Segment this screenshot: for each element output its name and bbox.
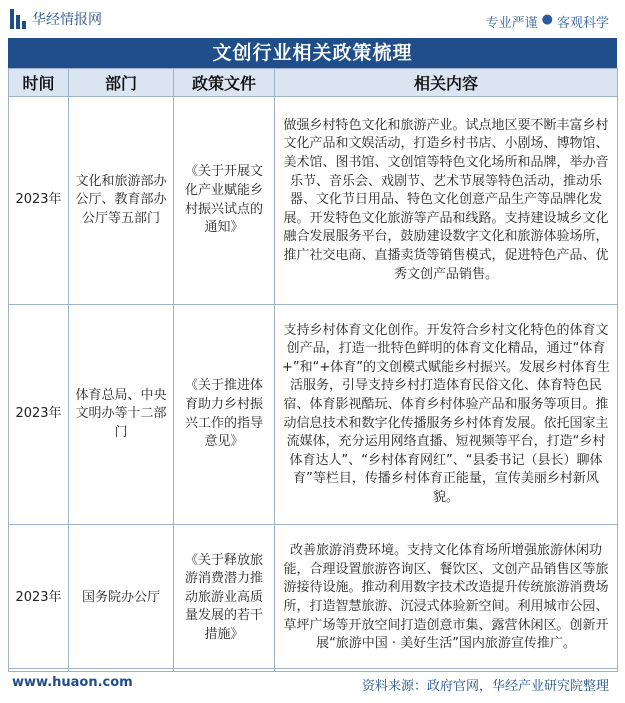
column-header-policy: 政策文件 [174,69,275,97]
cell-dept: 文化和旅游部办公厅、教育部办公厅等五部门 [69,97,174,305]
cell-content: 改善旅游消费环境。支持文化体育场所增强旅游休闲功能，合理设置旅游咨询区、餐饮区、文创产品销售区等旅游接待设施。推动利用数字技术改造提升传统旅游消费场所，打造智慧旅游、沉浸式体验新空间。利用城市公园、草坪广场等开放空间打造创意市集、露营休闲区。创新开展“旅游中国 · 美好生活”国内旅游宣传推广。 [275,525,618,672]
slogan [486,12,609,31]
top-bar [0,0,625,38]
footer-divider [8,668,617,669]
cell-time: 2023年 [9,525,69,672]
column-header-content: 相关内容 [275,69,618,97]
cell-time: 2023年 [9,305,69,525]
slogan-left: 专业严谨 [485,16,538,31]
footer-source: 资料来源：政府官网，华经产业研究院整理 [361,679,609,694]
logo-icon [10,9,26,29]
cell-content: 支持乡村体育文化创作。开发符合乡村文化特色的体育文创产品，打造一批特色鲜明的体育文化精品，通过“体育+”和“+体育”的文创模式赋能乡村振兴。发展乡村体育生活服务，引导支持乡村打造体育民俗文化、体育特色民宿、体育影视酷玩、体育乡村体验产品和服务等项目。推动信息技术和数字化传播服务乡村体育发展。依托国家主流媒体，充分运用网络直播、短视频等平台，打造“乡村体育达人”、“乡村体育网红”、“县委书记（县长）聊体育”等栏目，传播乡村体育正能量，宣传美丽乡村新风貌。 [275,305,618,525]
policy-table [8,68,618,672]
table-row [9,97,618,305]
footer-url[interactable]: www.huaon.com [12,675,133,690]
slogan-right: 客观科学 [556,16,609,31]
column-header-time: 时间 [9,69,69,97]
logo-text: 华经情报网 [32,12,102,28]
cell-policy: 《关于释放旅游消费潜力推动旅游业高质量发展的若干措施》 [174,525,275,672]
table-header-row [9,69,618,97]
cell-dept: 体育总局、中央文明办等十二部门 [69,305,174,525]
logo[interactable] [10,9,102,29]
cell-policy: 《关于开展文化产业赋能乡村振兴试点的通知》 [174,97,275,305]
column-header-dept: 部门 [69,69,174,97]
cell-content: 做强乡村特色文化和旅游产业。试点地区要不断丰富乡村文化产品和文娱活动，打造乡村书店、小剧场、博物馆、美术馆、图书馆、文创馆等特色文化场所和品牌，举办音乐节、音乐会、戏剧节、艺术节展等特色活动，推动乐器、文化节日用品、特色文化创意产品生产等品牌化发展。开发特色文化旅游等产品和线路。支持建设城乡文化融合发展服务平台，鼓励建设数字文化和旅游体验场所，推广社交电商、直播卖货等销售模式，促进特色产品、优秀文创产品销售。 [275,97,618,305]
table-row [9,525,618,672]
cell-policy: 《关于推进体育助力乡村振兴工作的指导意见》 [174,305,275,525]
table-row [9,305,618,525]
page-title: 文创行业相关政策梳理 [8,38,617,68]
slogan-dot: ● [541,12,553,27]
cell-time: 2023年 [9,97,69,305]
cell-dept: 国务院办公厅 [69,525,174,672]
